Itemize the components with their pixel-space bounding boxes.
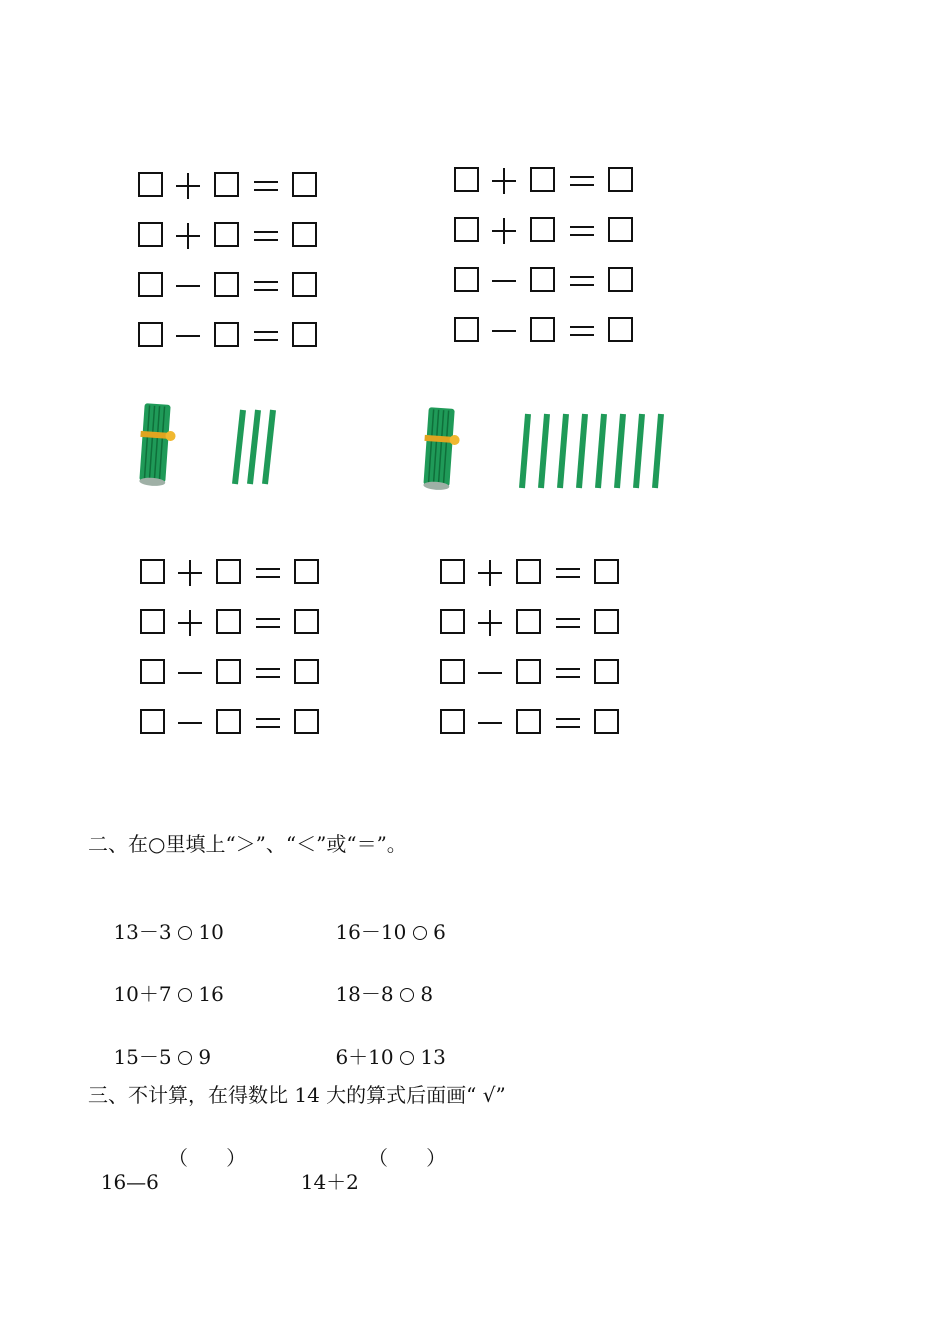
answer-box[interactable] <box>516 609 541 634</box>
right-expression: 16－10 <box>335 920 407 944</box>
answer-box[interactable] <box>594 709 619 734</box>
left-value: 10 <box>198 920 224 944</box>
equals-sign-icon <box>568 167 596 195</box>
answer-box[interactable] <box>594 659 619 684</box>
equals-sign-icon <box>254 709 282 737</box>
section-3-heading: 三、不计算，在得数比 14 大的算式后面画“ √” <box>88 1083 506 1107</box>
answer-box[interactable] <box>138 322 163 347</box>
answer-box[interactable] <box>440 709 465 734</box>
plus-sign-icon <box>476 609 504 637</box>
left-expression: 13－3 <box>113 920 172 944</box>
right-value: 13 <box>420 1045 446 1069</box>
plus-sign-icon <box>490 217 518 245</box>
minus-sign-icon <box>174 272 202 300</box>
equals-sign-icon <box>254 559 282 587</box>
answer-box[interactable] <box>516 659 541 684</box>
answer-box[interactable] <box>608 217 633 242</box>
equals-sign-icon <box>252 272 280 300</box>
check-item-1 <box>88 1146 159 1194</box>
answer-box[interactable] <box>454 267 479 292</box>
compare-circle[interactable] <box>400 1051 414 1065</box>
answer-box[interactable] <box>594 609 619 634</box>
equals-sign-icon <box>554 609 582 637</box>
check-answer-paren-1[interactable]: （ ） <box>168 1146 247 1170</box>
answer-box[interactable] <box>440 559 465 584</box>
check-expression: 16—6 <box>100 1170 159 1194</box>
answer-box[interactable] <box>530 167 555 192</box>
equals-sign-icon <box>254 659 282 687</box>
equals-sign-icon <box>554 709 582 737</box>
answer-box[interactable] <box>214 172 239 197</box>
answer-box[interactable] <box>292 272 317 297</box>
answer-box[interactable] <box>292 172 317 197</box>
answer-box[interactable] <box>440 609 465 634</box>
answer-box[interactable] <box>214 322 239 347</box>
equals-sign-icon <box>554 659 582 687</box>
answer-box[interactable] <box>138 272 163 297</box>
minus-sign-icon <box>174 322 202 350</box>
left-expression: 15－5 <box>113 1045 172 1069</box>
compare-circle[interactable] <box>413 926 427 940</box>
minus-sign-icon <box>476 709 504 737</box>
answer-box[interactable] <box>292 322 317 347</box>
compare-circle[interactable] <box>400 988 414 1002</box>
stick-bundle-illustration-2 <box>410 402 680 494</box>
equals-sign-icon <box>568 217 596 245</box>
minus-sign-icon <box>490 267 518 295</box>
loose-sticks <box>235 410 273 484</box>
answer-box[interactable] <box>292 222 317 247</box>
answer-box[interactable] <box>138 222 163 247</box>
answer-box[interactable] <box>454 317 479 342</box>
equals-sign-icon <box>568 267 596 295</box>
answer-box[interactable] <box>530 217 555 242</box>
equals-sign-icon <box>554 559 582 587</box>
plus-sign-icon <box>174 172 202 200</box>
left-value: 9 <box>198 1045 212 1069</box>
answer-box[interactable] <box>594 559 619 584</box>
answer-box[interactable] <box>140 609 165 634</box>
section-2-heading: 二、在○里填上“＞”、“＜”或“＝”。 <box>88 832 407 856</box>
minus-sign-icon <box>176 709 204 737</box>
compare-circle[interactable] <box>178 988 192 1002</box>
answer-box[interactable] <box>140 659 165 684</box>
answer-box[interactable] <box>294 659 319 684</box>
loose-sticks <box>522 414 661 488</box>
check-expression: 14＋2 <box>300 1170 359 1194</box>
answer-box[interactable] <box>516 559 541 584</box>
answer-box[interactable] <box>138 172 163 197</box>
answer-box[interactable] <box>454 167 479 192</box>
check-item-2 <box>288 1146 359 1194</box>
plus-sign-icon <box>174 222 202 250</box>
right-value: 6 <box>433 920 446 944</box>
answer-box[interactable] <box>214 272 239 297</box>
answer-box[interactable] <box>608 267 633 292</box>
answer-box[interactable] <box>216 709 241 734</box>
answer-box[interactable] <box>516 709 541 734</box>
plus-sign-icon <box>490 167 518 195</box>
right-expression: 18－8 <box>335 982 394 1006</box>
plus-sign-icon <box>176 609 204 637</box>
answer-box[interactable] <box>530 267 555 292</box>
answer-box[interactable] <box>294 559 319 584</box>
answer-box[interactable] <box>608 317 633 342</box>
plus-sign-icon <box>476 559 504 587</box>
answer-box[interactable] <box>440 659 465 684</box>
answer-box[interactable] <box>454 217 479 242</box>
equals-sign-icon <box>252 172 280 200</box>
answer-box[interactable] <box>294 609 319 634</box>
compare-circle[interactable] <box>178 1051 192 1065</box>
equals-sign-icon <box>254 609 282 637</box>
stick-bundle-illustration-1 <box>128 398 288 488</box>
minus-sign-icon <box>476 659 504 687</box>
answer-box[interactable] <box>216 659 241 684</box>
bundle-of-ten-sticks-icon <box>128 398 288 488</box>
left-value: 16 <box>198 982 224 1006</box>
equals-sign-icon <box>252 222 280 250</box>
equals-sign-icon <box>252 322 280 350</box>
compare-circle[interactable] <box>178 926 192 940</box>
minus-sign-icon <box>176 659 204 687</box>
answer-box[interactable] <box>216 609 241 634</box>
plus-sign-icon <box>176 559 204 587</box>
answer-box[interactable] <box>214 222 239 247</box>
answer-box[interactable] <box>216 559 241 584</box>
answer-box[interactable] <box>294 709 319 734</box>
equals-sign-icon <box>568 317 596 345</box>
right-expression: 6＋10 <box>335 1045 394 1069</box>
check-answer-paren-2[interactable]: （ ） <box>368 1146 447 1170</box>
bundle-of-ten-sticks-icon <box>410 402 680 494</box>
right-value: 8 <box>420 982 434 1006</box>
answer-box[interactable] <box>140 709 165 734</box>
answer-box[interactable] <box>608 167 633 192</box>
answer-box[interactable] <box>530 317 555 342</box>
left-expression: 10＋7 <box>113 982 172 1006</box>
minus-sign-icon <box>490 317 518 345</box>
answer-box[interactable] <box>140 559 165 584</box>
